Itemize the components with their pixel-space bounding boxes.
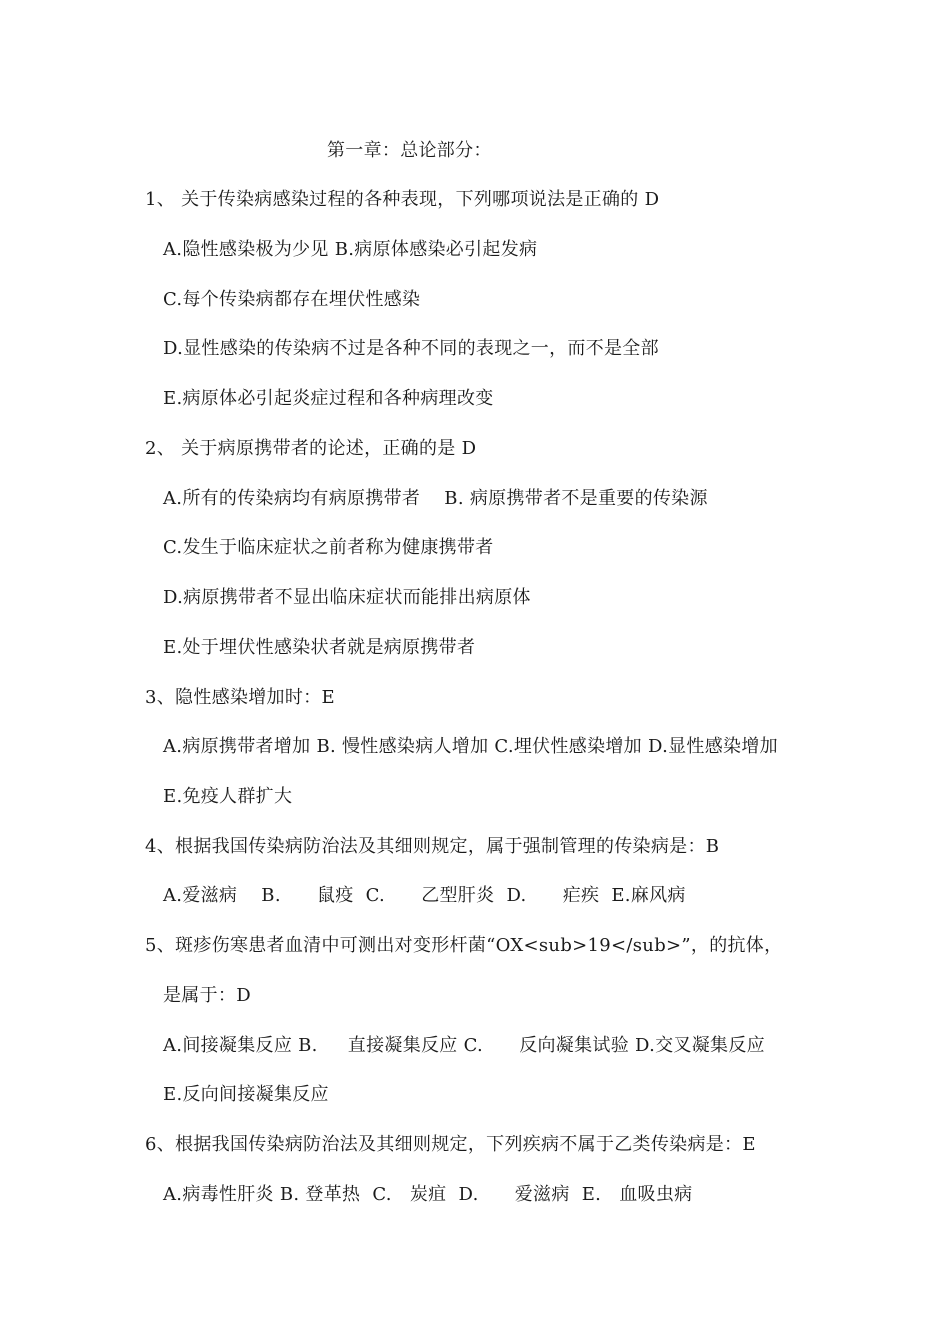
- question-option: A.爱滋病 B. 鼠疫 C. 乙型肝炎 D. 疟疾 E.麻风病: [163, 885, 686, 906]
- question-option: A.隐性感染极为少见 B.病原体感染必引起发病: [163, 239, 538, 260]
- question-option: E.免疫人群扩大: [163, 786, 293, 807]
- question-option: D.病原携带者不显出临床症状而能排出病原体: [163, 587, 531, 608]
- question-option: C.每个传染病都存在埋伏性感染: [163, 289, 421, 310]
- question-option: A.病毒性肝炎 B. 登革热 C. 炭疽 D. 爱滋病 E. 血吸虫病: [163, 1184, 693, 1205]
- question-option: A.间接凝集反应 B. 直接凝集反应 C. 反向凝集试验 D.交叉凝集反应: [163, 1035, 765, 1056]
- question-option: E.病原体必引起炎症过程和各种病理改变: [163, 388, 494, 409]
- question-option: A.病原携带者增加 B. 慢性感染病人增加 C.埋伏性感染增加 D.显性感染增加: [163, 736, 778, 757]
- question-option: C.发生于临床症状之前者称为健康携带者: [163, 537, 494, 558]
- question-option: E.反向间接凝集反应: [163, 1084, 329, 1105]
- question-stem: 1、 关于传染病感染过程的各种表现，下列哪项说法是正确的 D: [145, 189, 660, 210]
- question-stem: 6、根据我国传染病防治法及其细则规定，下列疾病不属于乙类传染病是：E: [145, 1134, 756, 1155]
- question-option: D.显性感染的传染病不过是各种不同的表现之一，而不是全部: [163, 338, 659, 359]
- question-stem: 5、斑疹伤寒患者血清中可测出对变形杆菌“OX<sub>19</sub>”，的抗体，: [145, 935, 783, 956]
- question-stem: 4、根据我国传染病防治法及其细则规定，属于强制管理的传染病是：B: [145, 836, 720, 857]
- question-stem: 3、隐性感染增加时：E: [145, 687, 335, 708]
- question-stem: 2、 关于病原携带者的论述，正确的是 D: [145, 438, 477, 459]
- question-option: A.所有的传染病均有病原携带者 B. 病原携带者不是重要的传染源: [163, 488, 708, 509]
- question-stem-continued: 是属于：D: [163, 985, 251, 1006]
- chapter-title: 第一章：总论部分：: [327, 140, 492, 161]
- question-option: E.处于埋伏性感染状者就是病原携带者: [163, 637, 476, 658]
